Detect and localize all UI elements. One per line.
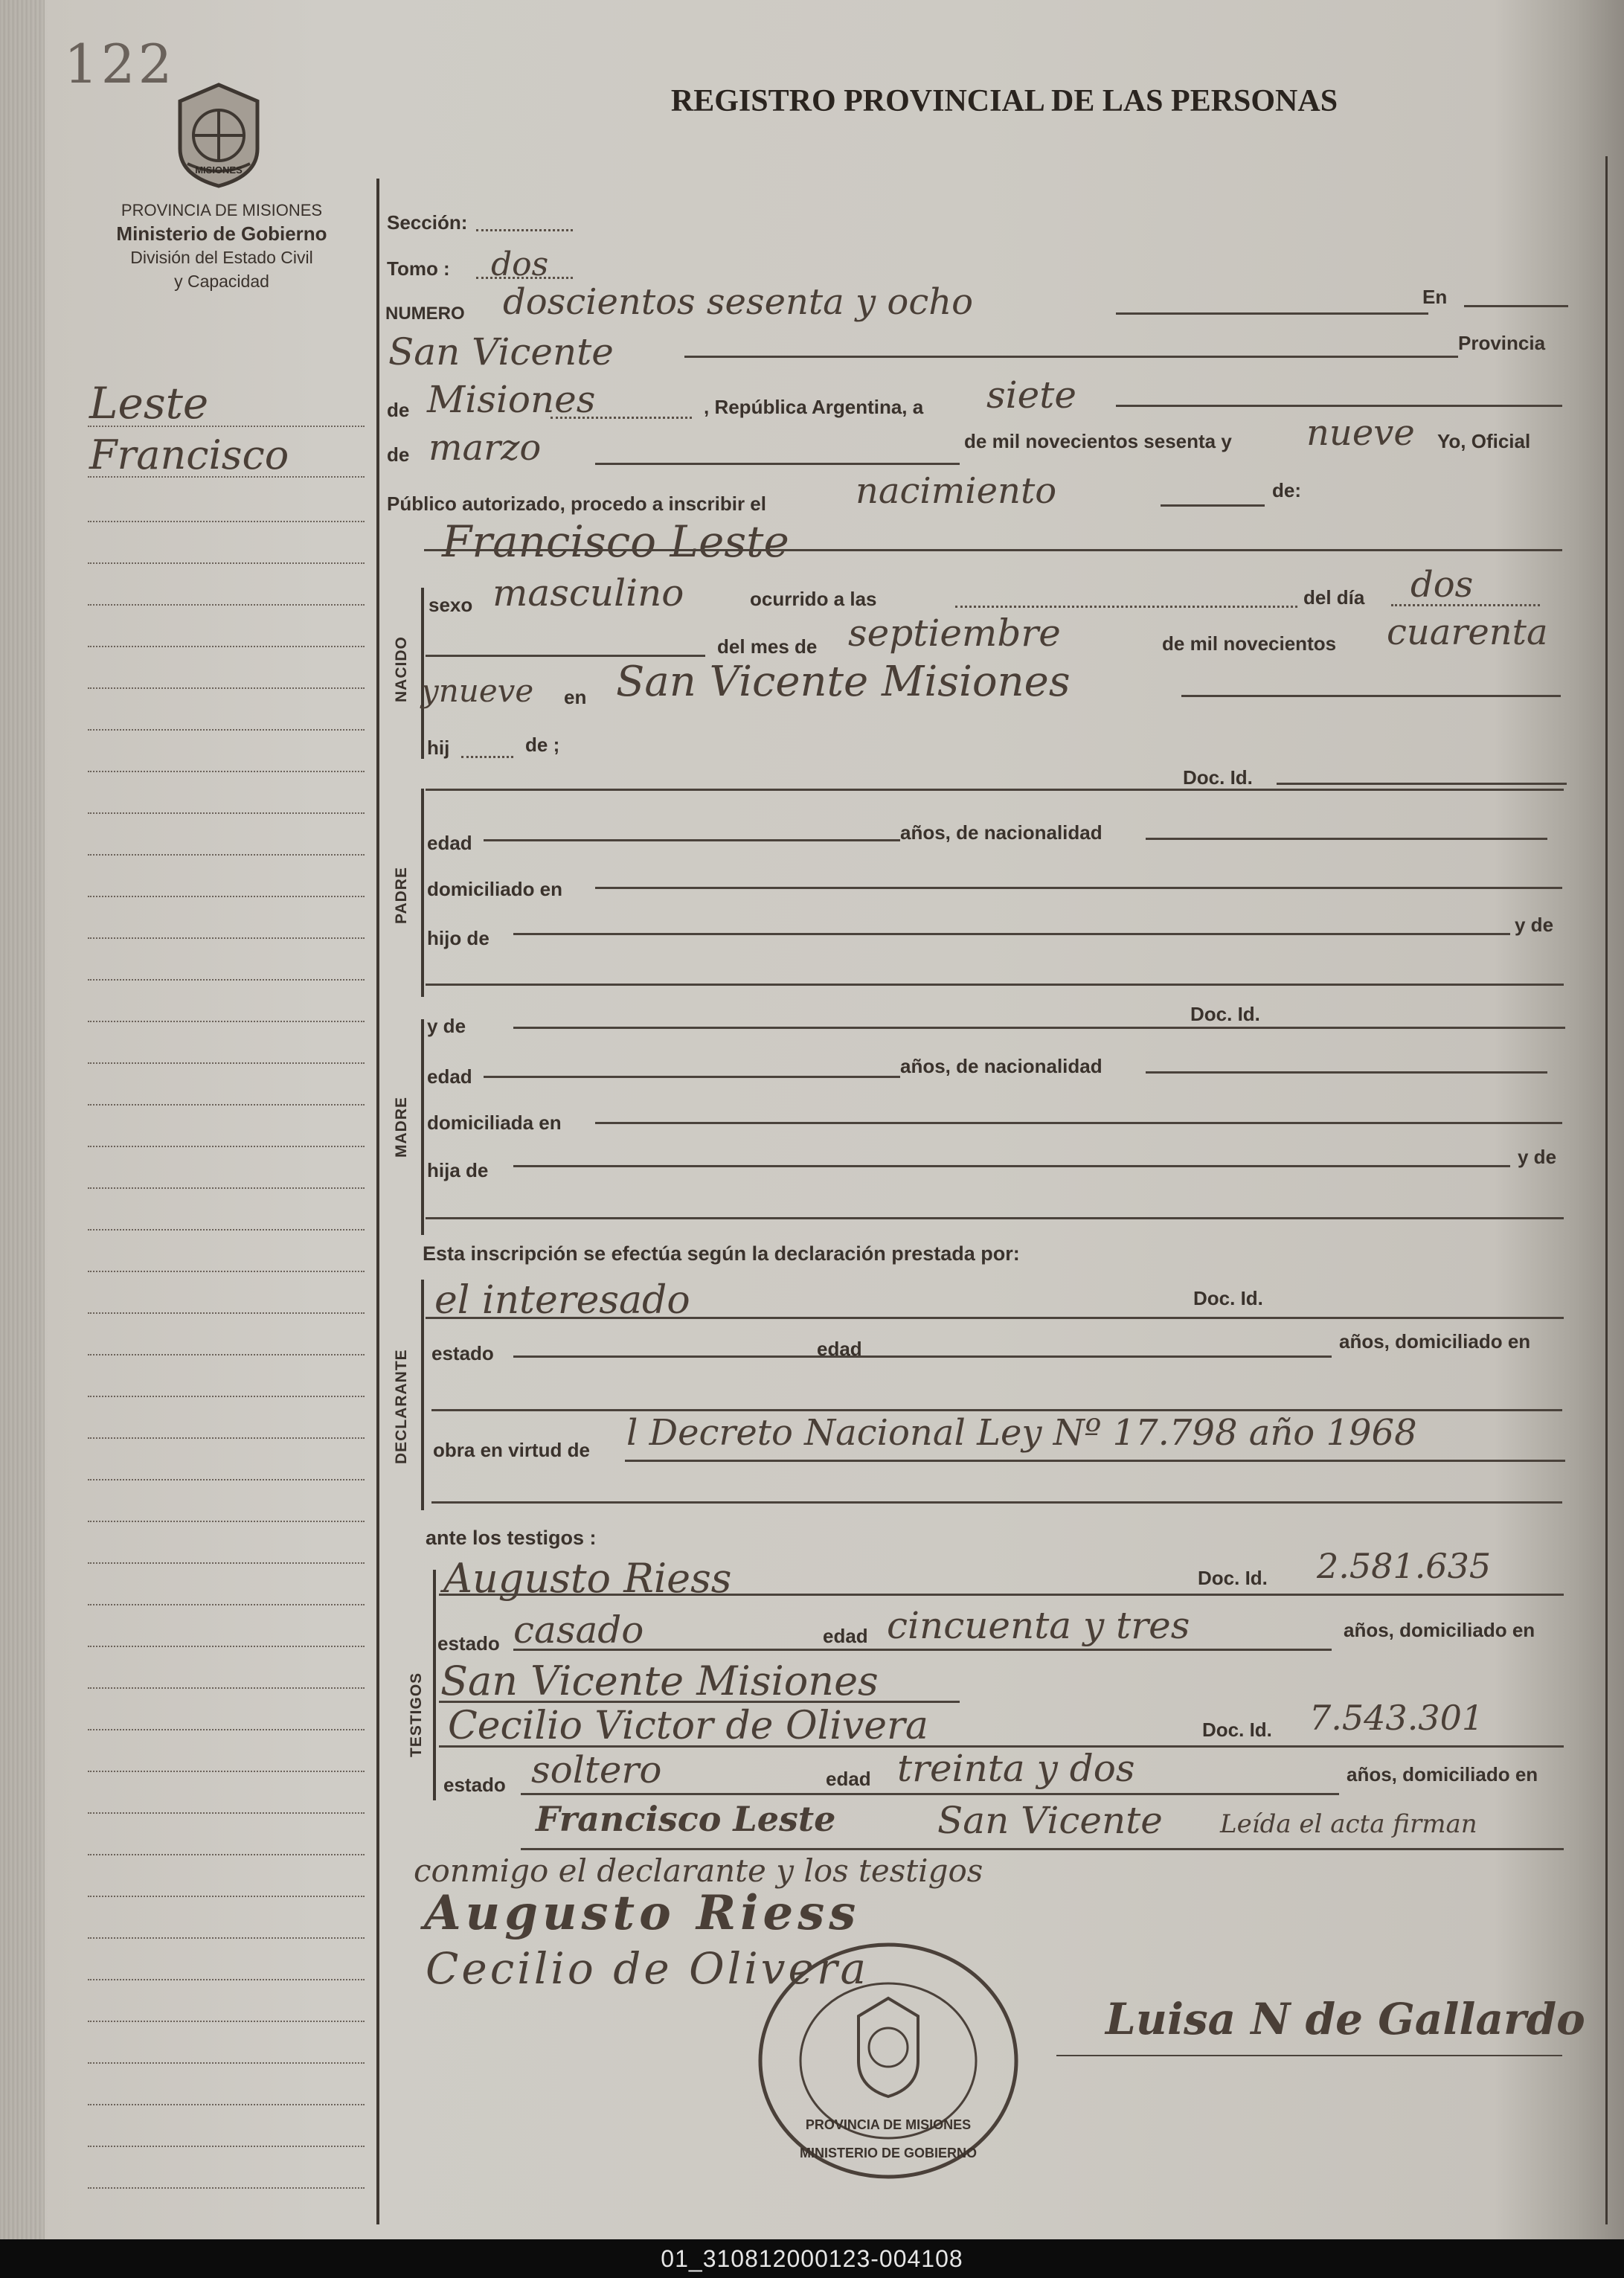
dia-value: dos [1410,564,1474,606]
madre-doc-label: Doc. Id. [1190,1003,1260,1025]
padre-edad-label: edad [427,832,472,854]
witness-1-domicilio-label: años, domiciliado en [1344,1619,1535,1641]
padre-doc-label: Doc. Id. [1183,766,1253,789]
seal-text: MISIONES [195,164,243,176]
witness-1-estado-value: casado [513,1608,644,1652]
witness-2-doc-label: Doc. Id. [1202,1719,1272,1741]
en-label: En [1422,286,1448,308]
agency-block [80,199,363,293]
declarante-estado-label: estado [431,1342,494,1364]
madre-edad-label: edad [427,1065,472,1088]
declarante-domicilio-label: años, domiciliado en [1339,1330,1531,1353]
padre-domicilio-label: domiciliado en [427,878,563,900]
nacido-place-value: San Vicente Misiones [616,658,1071,706]
del-dia-label: del día [1303,586,1365,609]
sexo-label: sexo [429,594,473,616]
witness-2-domicilio-label: años, domiciliado en [1347,1763,1538,1785]
form-right-border [1605,156,1608,2224]
seccion-label: Sección: [387,211,468,234]
padre-hijo-de-label: hijo de [427,927,490,949]
padre-nacionalidad-label: años, de nacionalidad [900,821,1103,844]
page-number: 122 [64,33,176,95]
provincia-label: Provincia [1458,332,1546,354]
padre-section-label: PADRE [393,867,410,924]
year-value: nueve [1306,412,1415,454]
declarante-doc-label: Doc. Id. [1193,1287,1263,1309]
witness-1-doc-value: 2.581.635 [1317,1546,1492,1586]
witness-2-edad-value: treinta y dos [897,1747,1135,1790]
agency-province: PROVINCIA DE MISIONES [121,201,323,219]
agency-division: División del Estado Civil [130,248,313,267]
sexo-value: masculino [492,571,684,615]
closing-text-2: conmigo el declarante y los testigos [414,1852,983,1889]
witness-1-name: Augusto Riess [443,1555,732,1602]
hij-label: hij [427,737,450,759]
witness-1-estado-label: estado [437,1632,500,1655]
de-colon-label: de: [1272,479,1301,501]
stamp-text-2: MINISTERIO DE GOBIERNO [799,2146,978,2160]
de-label-1: de [387,399,410,421]
margin-given-name: Francisco [89,431,289,478]
declarante-edad-label: edad [817,1338,862,1360]
madre-hija-de-label: hija de [427,1159,489,1181]
witness-1-edad-value: cincuenta y tres [887,1604,1190,1647]
officer-signature: Luisa N de Gallardo [1105,1994,1585,2044]
ocurrido-label: ocurrido a las [750,588,877,610]
obra-label: obra en virtud de [433,1439,590,1461]
de-mil-label: de mil novecientos [1162,632,1337,655]
witness-1-edad-label: edad [823,1625,868,1647]
tomo-label: Tomo : [387,257,450,280]
nacido-name-value: Francisco Leste [442,516,789,567]
numero-label: NUMERO [385,304,465,324]
form-left-border [376,179,379,2224]
province-value: Misiones [427,378,596,421]
witness-2-domicilio-value: San Vicente [937,1799,1163,1842]
declarant-signature: Francisco Leste [536,1799,836,1839]
madre-y-de-label: y de [427,1015,466,1037]
witness-2-name: Cecilio Victor de Olivera [448,1704,928,1748]
birth-year-value-2: ynueve [421,673,534,709]
de-label-2: de [387,443,410,466]
testigos-intro-label: ante los testigos : [426,1527,597,1549]
stamp-text-1: PROVINCIA DE MISIONES [805,2117,972,2132]
publico-label: Público autorizado, procedo a inscribir el [387,493,766,515]
declarante-section-label: DECLARANTE [393,1349,410,1464]
madre-domicilio-label: domiciliada en [427,1111,562,1134]
witness-2-estado-label: estado [443,1774,506,1796]
day-value: siete [986,373,1076,417]
page-stack-edge [0,0,45,2239]
nacido-en-label: en [564,686,587,708]
witness-1-signature: Augusto Riess [424,1885,861,1941]
witness-2-edad-label: edad [826,1768,871,1790]
testigos-section-label: TESTIGOS [408,1672,425,1757]
declarante-name-value: el interesado [434,1278,690,1323]
document-id: 01_310812000123-004108 [661,2245,963,2272]
page-title: REGISTRO PROVINCIAL DE LAS PERSONAS [670,84,1338,118]
mes-value: septiembre [848,612,1061,655]
margin-surname: Leste [89,378,209,429]
declarante-intro-label: Esta inscripción se efectúa según la declaración prestada por: [423,1242,1020,1265]
act-type-value: nacimiento [856,470,1057,512]
madre-nacionalidad-label: años, de nacionalidad [900,1055,1103,1077]
tomo-value: dos [491,246,549,283]
republica-label: , República Argentina, a [704,396,924,418]
witness-2-doc-value: 7.543.301 [1309,1698,1484,1738]
madre-y-de-end-label: y de [1518,1146,1557,1168]
nacido-section-label: NACIDO [393,636,410,702]
padre-y-de-label: y de [1515,914,1554,936]
year-text-label: de mil novecientos sesenta y [964,430,1232,452]
place-value: San Vicente [388,330,614,373]
del-mes-label: del mes de [717,635,818,658]
birth-year-value-1: cuarenta [1387,612,1548,653]
witness-1-domicilio-value: San Vicente Misiones [440,1658,879,1704]
agency-capacity: y Capacidad [174,272,269,291]
official-stamp-icon [748,1934,1028,2187]
witness-1-doc-label: Doc. Id. [1198,1567,1268,1589]
obra-value: l Decreto Nacional Ley Nº 17.798 año 1968 [626,1412,1417,1454]
witness-2-estado-value: soltero [531,1748,662,1791]
de-semicolon-label: de ; [525,734,560,756]
agency-ministry: Ministerio de Gobierno [116,222,327,245]
numero-value: doscientos sesenta y ocho [503,281,974,323]
witness-2-signature: Cecilio de Olivera [426,1943,870,1994]
month-value: marzo [429,427,542,469]
closing-text-1: Leída el acta firman [1220,1809,1477,1839]
madre-section-label: MADRE [393,1097,410,1158]
yo-oficial-label: Yo, Oficial [1437,430,1531,452]
provincial-seal-icon [165,80,272,190]
